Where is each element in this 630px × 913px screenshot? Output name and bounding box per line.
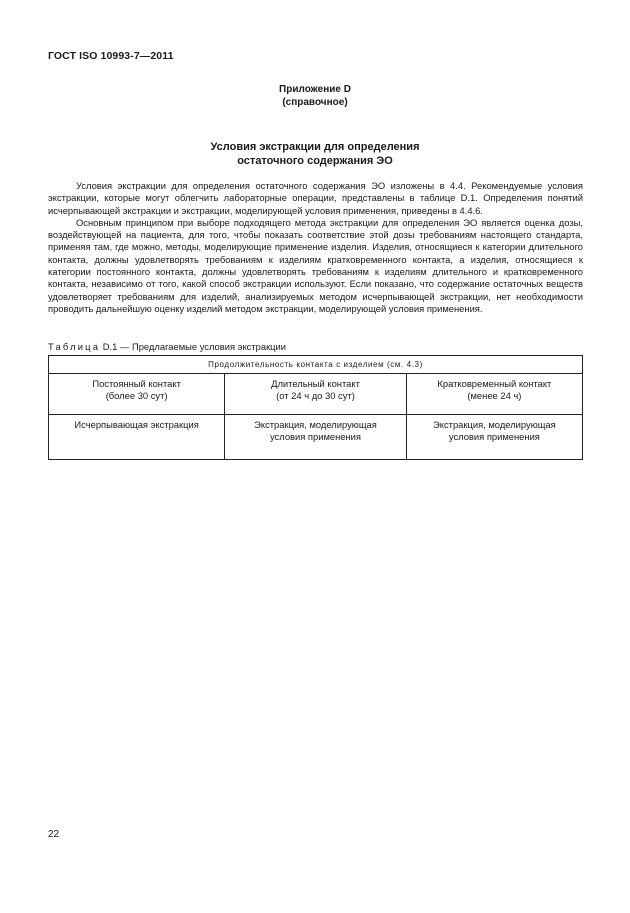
cell-line: условия применения bbox=[269, 431, 361, 442]
body-text bbox=[48, 180, 583, 315]
standard-id: ГОСТ ISO 10993-7—2011 bbox=[48, 50, 174, 62]
section-title bbox=[0, 140, 630, 168]
column-header-prolonged bbox=[225, 374, 407, 415]
table-cell-permanent bbox=[49, 415, 225, 460]
appendix-type: (справочное) bbox=[282, 97, 348, 108]
column-header-line: Длительный контакт bbox=[271, 378, 360, 389]
table-row bbox=[49, 415, 583, 460]
table-span-header: Продолжительность контакта с изделием (см. 4.3) bbox=[49, 356, 583, 374]
table-span-header-row bbox=[49, 356, 583, 374]
column-header-line: (от 24 ч до 30 сут) bbox=[276, 390, 355, 401]
table-cell-limited bbox=[406, 415, 582, 460]
cell-line: Экстракция, моделирующая bbox=[254, 419, 377, 430]
extraction-conditions-table bbox=[48, 355, 583, 460]
column-header-line: (менее 24 ч) bbox=[467, 390, 522, 401]
paragraph-2: Основным принципом при выборе подходящего метода экстракции для определения ЭО является оценка дозы, воздействующей на пациента, для того, чтобы показать соответствие этой дозы требованиям настоящего стандарта, применяя там, где можно, методы, моделирующие применение изделия. Изделия, относящиеся к категории длительного контакта, должны удовлетворять требованиям к изделиям кратковременного контакта, а изделия, относящиеся к категории постоянного контакта, должны удовлетворять требованиям к изделиям длительного и кратковременного контакта, независимо от того, какой способ экстракции используют. Если показано, что содержание остаточных веществ удовлетворяет требованиям для изделий, анализируемых методом исчерпывающей экстракции, нет необходимости проводить дальнейшую оценку изделий методом экстракции, моделирующей условия применения. bbox=[48, 216, 583, 314]
column-header-limited bbox=[406, 374, 582, 415]
paragraph-1: Условия экстракции для определения остаточного содержания ЭО изложены в 4.4. Рекомендуемые условия экстракции, которые могут облегчить лабораторные операции, представлены в таблице D.1. Определения понятий исчерпывающей экстракции и экстракции, моделирующей условия применения, приведены в 4.4.6. bbox=[48, 180, 583, 216]
column-header-permanent bbox=[49, 374, 225, 415]
title-line-2: остаточного содержания ЭО bbox=[237, 155, 393, 167]
column-header-line: (более 30 сут) bbox=[105, 390, 168, 401]
table-column-header-row bbox=[49, 374, 583, 415]
title-line-1: Условия экстракции для определения bbox=[210, 141, 420, 153]
appendix-heading bbox=[0, 83, 630, 109]
table-cell-prolonged bbox=[225, 415, 407, 460]
appendix-label: Приложение D bbox=[279, 84, 351, 95]
column-header-line: Постоянный контакт bbox=[92, 378, 181, 389]
table-caption bbox=[48, 341, 286, 352]
cell-line: условия применения bbox=[448, 431, 540, 442]
cell-line: Исчерпывающая экстракция bbox=[74, 419, 199, 430]
table-caption-text: D.1 — Предлагаемые условия экстракции bbox=[100, 341, 287, 352]
page-number: 22 bbox=[48, 829, 60, 840]
table-caption-word: Таблица bbox=[48, 341, 101, 352]
column-header-line: Кратковременный контакт bbox=[437, 378, 552, 389]
cell-line: Экстракция, моделирующая bbox=[433, 419, 556, 430]
